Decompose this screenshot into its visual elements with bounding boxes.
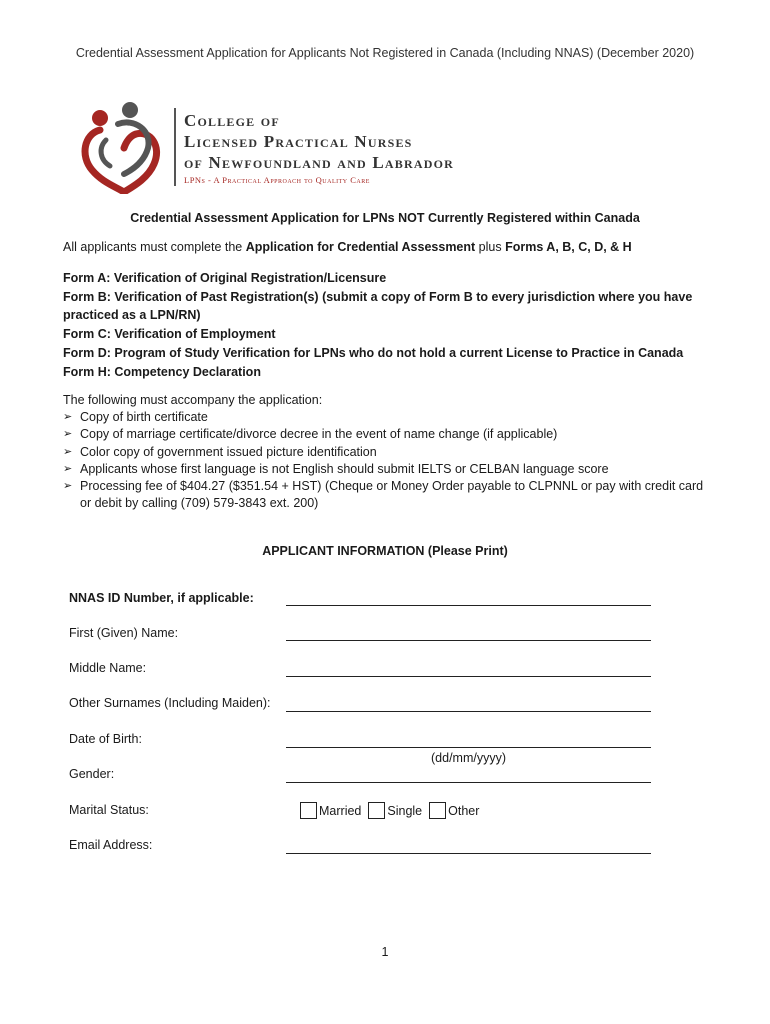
accompany-list	[63, 409, 713, 512]
marital-option-married[interactable]	[300, 802, 361, 819]
first-name-label: First (Given) Name:	[69, 626, 179, 640]
email-label: Email Address:	[69, 838, 153, 852]
form-item: Form A: Verification of Original Registration/Licensure	[63, 271, 387, 285]
email-field[interactable]	[286, 853, 651, 854]
logo-divider	[174, 108, 176, 186]
logo-emblem-icon	[78, 100, 168, 194]
intro-prefix: All applicants must complete the	[63, 240, 246, 254]
form-item: Form D: Program of Study Verification for LPNs who do not hold a current License to Practice in Canada	[63, 345, 684, 360]
college-logo	[78, 100, 538, 194]
list-item	[63, 409, 713, 426]
logo-tagline: LPNs - A Practical Approach to Quality Care	[184, 175, 370, 185]
middle-name-label: Middle Name:	[69, 661, 147, 675]
marital-option-single[interactable]	[368, 802, 422, 819]
list-item	[63, 426, 713, 443]
list-item-text: Applicants whose first language is not English should submit IELTS or CELBAN language score	[80, 461, 609, 476]
logo-wordmark	[184, 110, 454, 185]
form-item: Form H: Competency Declaration	[63, 364, 261, 379]
arrow-bullet-icon: ➢	[63, 411, 73, 424]
marital-option-other[interactable]	[429, 802, 479, 819]
list-item	[63, 478, 713, 512]
applicant-section-title: APPLICANT INFORMATION (Please Print)	[262, 544, 508, 558]
form-item: Form C: Verification of Employment	[63, 327, 276, 342]
other-surnames-field[interactable]	[286, 711, 651, 712]
arrow-bullet-icon: ➢	[63, 462, 73, 475]
list-item-text: Color copy of government issued picture identification	[80, 444, 377, 459]
married-label: Married	[319, 803, 362, 818]
logo-line-3: of Newfoundland and Labrador	[184, 153, 454, 172]
list-item-text: Copy of marriage certificate/divorce decree in the event of name change (if applicable)	[80, 427, 558, 442]
other-surnames-label: Other Surnames (Including Maiden):	[69, 696, 271, 710]
forms-list	[63, 269, 713, 381]
intro-middle: plus	[475, 240, 506, 254]
first-name-field[interactable]	[286, 640, 651, 641]
accompany-heading: The following must accompany the application:	[63, 393, 323, 407]
gender-label: Gender:	[69, 767, 115, 781]
single-checkbox[interactable]	[368, 802, 385, 819]
intro-forms-list: Forms A, B, C, D, & H	[505, 240, 632, 254]
main-title: Credential Assessment Application for LPNs NOT Currently Registered within Canada	[130, 211, 640, 225]
logo-line-1: College of	[184, 111, 280, 130]
intro-line	[63, 240, 632, 254]
other-checkbox[interactable]	[429, 802, 446, 819]
single-label: Single	[387, 803, 423, 818]
dob-field[interactable]	[286, 747, 651, 748]
logo-line-2: Licensed Practical Nurses	[184, 132, 413, 151]
nnas-field[interactable]	[286, 605, 651, 606]
page-number: 1	[381, 945, 389, 959]
document-header: Credential Assessment Application for Applicants Not Registered in Canada (Including NNAS) (December 2020)	[75, 46, 695, 60]
dob-label: Date of Birth:	[69, 732, 142, 746]
list-item-text: Processing fee of $404.27 ($351.54 + HST) (Cheque or Money Order payable to CLPNNL or pay with credit card or debit by calling (709) 579-3843 ext. 200)	[80, 479, 704, 511]
arrow-bullet-icon: ➢	[63, 445, 73, 458]
other-label: Other	[448, 803, 480, 818]
middle-name-field[interactable]	[286, 676, 651, 677]
nnas-label: NNAS ID Number, if applicable:	[69, 591, 254, 605]
marital-status-options	[300, 802, 486, 819]
arrow-bullet-icon: ➢	[63, 428, 73, 441]
marital-status-label: Marital Status:	[69, 803, 149, 817]
married-checkbox[interactable]	[300, 802, 317, 819]
list-item	[63, 444, 713, 461]
dob-format-hint: (dd/mm/yyyy)	[431, 751, 506, 765]
accompany-section	[63, 392, 713, 512]
intro-app-name: Application for Credential Assessment	[245, 240, 476, 254]
form-item: Form B: Verification of Past Registration(s) (submit a copy of Form B to every jurisdiction where you have practiced as a LPN/RN)	[63, 289, 693, 323]
arrow-bullet-icon: ➢	[63, 480, 73, 493]
list-item	[63, 461, 713, 478]
gender-field[interactable]	[286, 782, 651, 783]
list-item-text: Copy of birth certificate	[80, 410, 208, 425]
